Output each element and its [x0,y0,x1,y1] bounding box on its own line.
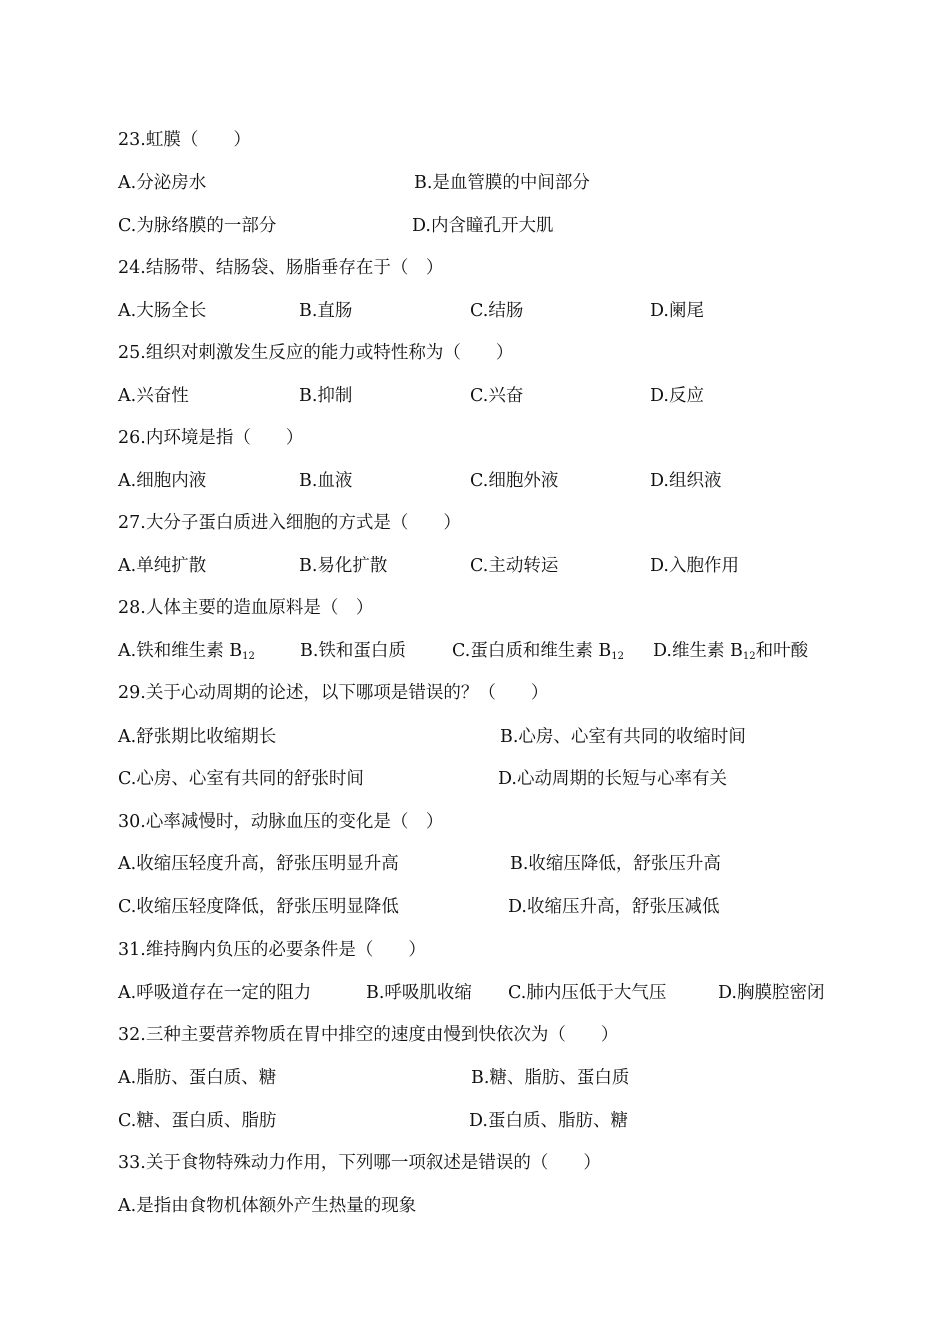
options-row [0,1191,950,1221]
question-stem: 26.内环境是指（ ） [118,428,304,448]
question-33 [0,1148,950,1178]
option-c [452,636,624,666]
question-23 [0,125,950,155]
subscript: 12 [242,651,255,662]
option-b: B.抑制 [299,386,353,406]
option-text-after: 和叶酸 [755,641,809,661]
question-26 [0,423,950,453]
option-a: A.是指由食物机体额外产生热量的现象 [118,1196,417,1216]
option-a: A.收缩压轻度升高，舒张压明显升高 [118,854,399,874]
option-d: D.内含瞳孔开大肌 [412,216,554,236]
question-stem: 28.人体主要的造血原料是（ ） [118,598,374,618]
options-row [0,466,950,496]
question-stem: 24.结肠带、结肠袋、肠脂垂存在于（ ） [118,258,444,278]
option-b: B.糖、脂肪、蛋白质 [471,1068,630,1088]
option-b: B.是血管膜的中间部分 [414,173,590,193]
option-c: C.肺内压低于大气压 [508,983,667,1003]
option-a [118,636,255,666]
option-c: C.心房、心室有共同的舒张时间 [118,769,364,789]
options-row [0,381,950,411]
question-stem: 31.维持胸内负压的必要条件是（ ） [118,940,426,960]
option-c: C.兴奋 [470,386,524,406]
question-24 [0,253,950,283]
option-b: B.收缩压降低，舒张压升高 [510,854,721,874]
question-31 [0,935,950,965]
options-row [0,296,950,326]
options-row [0,551,950,581]
option-text: C.蛋白质和维生素 B [452,641,612,661]
options-row [0,1063,950,1093]
option-c: C.细胞外液 [470,471,559,491]
question-32 [0,1020,950,1050]
question-28 [0,593,950,623]
option-a: A.大肠全长 [118,301,207,321]
question-stem: 23.虹膜（ ） [118,130,251,150]
option-b: B.易化扩散 [299,556,388,576]
option-b [300,636,406,666]
option-c: C.糖、蛋白质、脂肪 [118,1111,277,1131]
option-a: A.分泌房水 [118,173,207,193]
question-stem: 29.关于心动周期的论述，以下哪项是错误的？（ ） [118,683,549,703]
option-c: C.结肠 [470,301,524,321]
option-d: D.入胞作用 [650,556,739,576]
question-stem: 27.大分子蛋白质进入细胞的方式是（ ） [118,513,461,533]
option-d: D.心动周期的长短与心率有关 [498,769,727,789]
option-text: B.铁和蛋白质 [300,641,406,661]
question-27 [0,508,950,538]
options-row [0,722,950,752]
option-a: A.脂肪、蛋白质、糖 [118,1068,277,1088]
subscript: 12 [742,651,756,662]
options-row [0,1106,950,1136]
option-b: B.心房、心室有共同的收缩时间 [500,727,746,747]
options-row [0,764,950,794]
option-d: D.组织液 [650,471,722,491]
option-d: D.反应 [650,386,704,406]
question-stem: 30.心率减慢时，动脉血压的变化是（ ） [118,812,444,832]
option-a: A.细胞内液 [118,471,207,491]
question-29 [0,678,950,708]
options-row [0,892,950,922]
option-a: A.兴奋性 [118,386,189,406]
option-text: D.维生素 B [653,641,743,661]
option-b: B.直肠 [299,301,353,321]
option-d: D.收缩压升高，舒张压减低 [508,897,720,917]
options-row [0,636,950,666]
option-b: B.血液 [299,471,353,491]
option-text: A.铁和维生素 B [118,641,243,661]
question-25 [0,338,950,368]
options-row [0,211,950,241]
question-stem: 32.三种主要营养物质在胃中排空的速度由慢到快依次为（ ） [118,1025,619,1045]
option-a: A.单纯扩散 [118,556,207,576]
option-d: D.阑尾 [650,301,704,321]
question-stem: 25.组织对刺激发生反应的能力或特性称为（ ） [118,343,514,363]
option-c: C.主动转运 [470,556,559,576]
subscript: 12 [611,651,624,662]
question-stem: 33.关于食物特殊动力作用，下列哪一项叙述是错误的（ ） [118,1153,601,1173]
option-a: A.舒张期比收缩期长 [118,727,277,747]
options-row [0,978,950,1008]
question-30 [0,807,950,837]
option-b: B.呼吸肌收缩 [366,983,472,1003]
option-d: D.胸膜腔密闭 [718,983,825,1003]
options-row [0,168,950,198]
option-a: A.呼吸道存在一定的阻力 [118,983,312,1003]
option-c: C.收缩压轻度降低，舒张压明显降低 [118,897,399,917]
options-row [0,849,950,879]
option-d [653,636,808,666]
option-c: C.为脉络膜的一部分 [118,216,277,236]
option-d: D.蛋白质、脂肪、糖 [469,1111,628,1131]
